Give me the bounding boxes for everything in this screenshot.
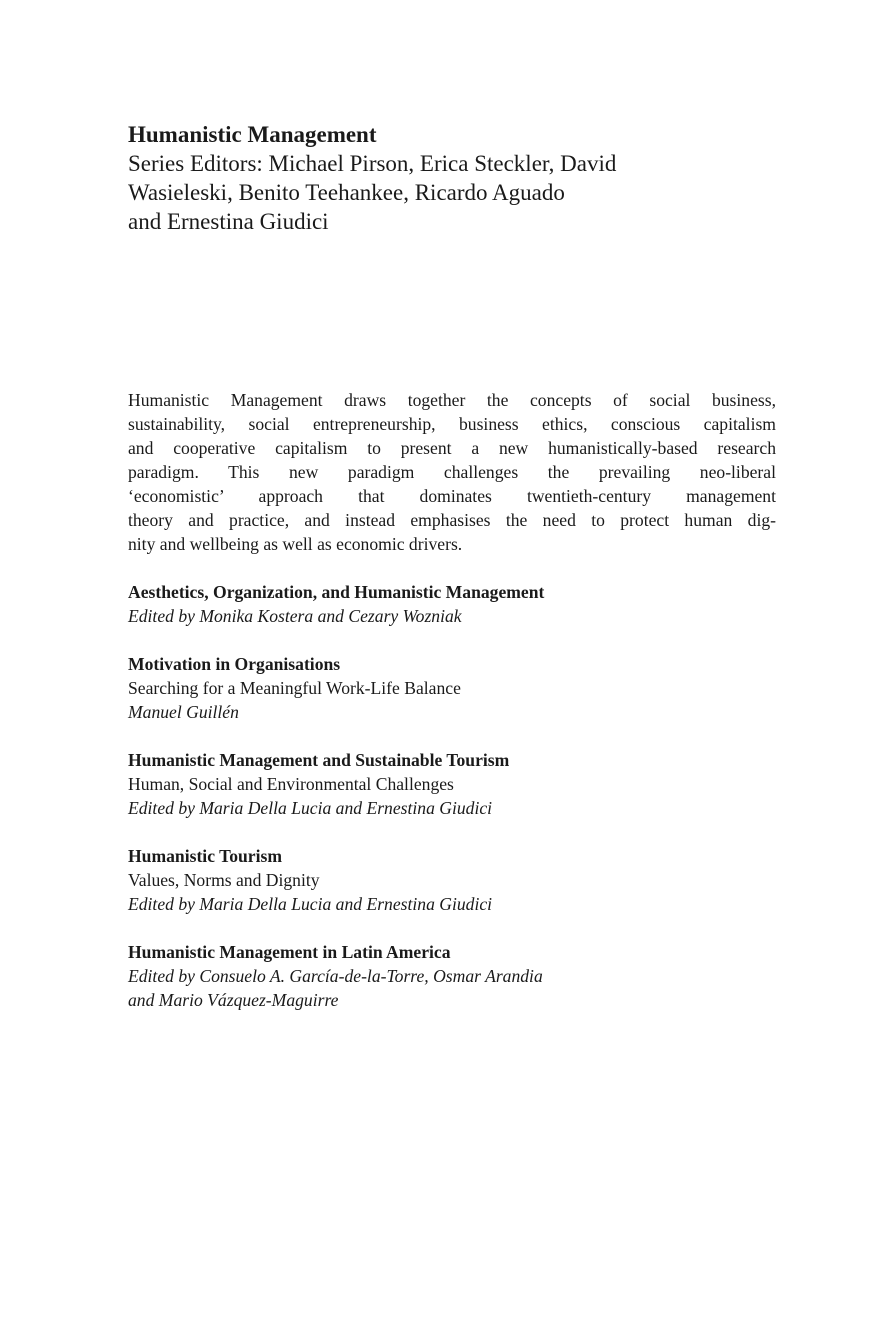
series-header: [128, 120, 778, 236]
book-author: Manuel Guillén: [128, 702, 239, 722]
series-editors: [128, 149, 778, 236]
book-entry: [128, 652, 778, 724]
book-list: [128, 580, 778, 1036]
book-title: Motivation in Organisations: [128, 654, 341, 674]
description-line: Humanistic Management draws together the concepts of social business,: [128, 390, 776, 410]
book-entry: [128, 940, 778, 1012]
book-author: Edited by Consuelo A. García-de-la-Torre, Osmar Arandia: [128, 966, 543, 986]
description-line: sustainability, social entrepreneurship, business ethics, conscious capitalism: [128, 414, 776, 434]
book-title: Aesthetics, Organization, and Humanistic Management: [128, 582, 545, 602]
book-title: Humanistic Management in Latin America: [128, 942, 451, 962]
book-author: Edited by Maria Della Lucia and Ernestina Giudici: [128, 798, 493, 818]
book-author: and Mario Vázquez-Maguirre: [128, 990, 339, 1010]
series-editors-line: and Ernestina Giudici: [128, 209, 329, 234]
book-entry: [128, 844, 778, 916]
description-line: theory and practice, and instead emphasises the need to protect human dig-: [128, 510, 776, 530]
description-line: paradigm. This new paradigm challenges the prevailing neo-liberal: [128, 462, 776, 482]
series-description: [128, 388, 776, 556]
book-subtitle: Human, Social and Environmental Challenges: [128, 774, 454, 794]
description-line: nity and wellbeing as well as economic drivers.: [128, 534, 463, 554]
description-line: ‘economistic’ approach that dominates twentieth-century management: [128, 486, 776, 506]
series-editors-line: Series Editors: Michael Pirson, Erica Steckler, David: [128, 151, 617, 176]
description-line: and cooperative capitalism to present a new humanistically-based research: [128, 438, 776, 458]
series-title: Humanistic Management: [128, 122, 377, 147]
book-entry: [128, 580, 778, 628]
book-author: Edited by Maria Della Lucia and Ernestina Giudici: [128, 894, 493, 914]
book-title: Humanistic Management and Sustainable Tourism: [128, 750, 510, 770]
book-subtitle: Searching for a Meaningful Work-Life Balance: [128, 678, 461, 698]
book-subtitle: Values, Norms and Dignity: [128, 870, 320, 890]
book-title: Humanistic Tourism: [128, 846, 282, 866]
book-entry: [128, 748, 778, 820]
book-author: Edited by Monika Kostera and Cezary Wozniak: [128, 606, 462, 626]
series-editors-line: Wasieleski, Benito Teehankee, Ricardo Aguado: [128, 180, 565, 205]
